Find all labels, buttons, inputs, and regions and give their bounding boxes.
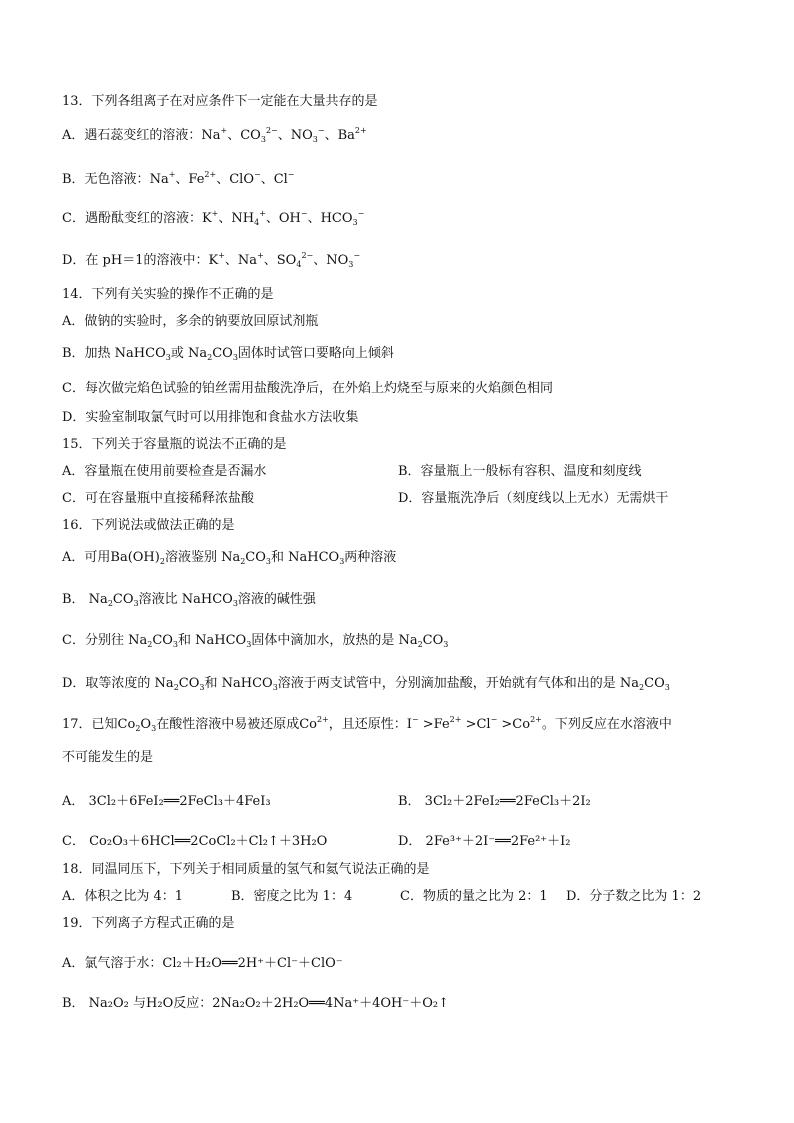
- question-14-option-c: C．每次做完焰色试验的铂丝需用盐酸洗净后，在外焰上灼烧至与原来的火焰颜色相同: [62, 381, 553, 396]
- question-16-option-b: B． $Na_2CO_3$溶液比 NaHCO$_3$溶液的碱性强: [62, 592, 316, 608]
- question-13-option-a: A．遇石蕊变红的溶液：Na+、$CO_3^{2-}$、$NO_3^-$、$Ba^{2+}$: [62, 126, 367, 144]
- question-18-option-d: D．分子数之比为 1：2: [566, 889, 702, 904]
- question-17-stem: 17．已知$Co_2O_3$在酸性溶液中易被还原成$Co^{2+}$，且还原性：$I^- >Fe^{2+} >Cl^- >Co^{2+}$。下列反应在水溶液中: [62, 715, 672, 733]
- question-17-option-c: C． Co₂O₃＋6HCl══2CoCl₂＋Cl₂↑＋3H₂O: [62, 834, 328, 849]
- question-16-option-d: D．取等浓度的 $Na_2CO_3$和 NaHCO$_3$溶液于两支试管中，分别滴加盐酸，开始就有气体和出的是 $Na_2CO_3$: [62, 676, 670, 692]
- question-14-stem: 14．下列有关实验的操作不正确的是: [62, 287, 274, 302]
- question-13-option-d: D．在 pH＝1的溶液中：K+、Na+、$SO_4^{2-}$、$NO_3^-$: [62, 251, 361, 269]
- question-14-option-d: D．实验室制取氯气时可以用排饱和食盐水方法收集: [62, 410, 359, 425]
- question-18-option-a: A．体积之比为 4：1: [62, 889, 184, 904]
- question-17-option-d: D． 2Fe³⁺＋2I⁻══2Fe²⁺＋I₂: [398, 834, 571, 849]
- question-14-option-a: A．做钠的实验时，多余的钠要放回原试剂瓶: [62, 314, 319, 329]
- question-17-option-a: A． 3Cl₂＋6FeI₂══2FeCl₃＋4FeI₃: [62, 794, 271, 809]
- question-18-option-c: C．物质的量之比为 2：1: [400, 889, 548, 904]
- question-16-stem: 16．下列说法或做法正确的是: [62, 518, 235, 533]
- question-18-option-b: B．密度之比为 1：4: [231, 889, 353, 904]
- question-16-option-a: A．可用$Ba(OH)_2$溶液鉴别 $Na_2CO_3$和 NaHCO$_3$两种溶液: [62, 550, 397, 566]
- question-17-option-b: B． 3Cl₂＋2FeI₂══2FeCl₃＋2I₂: [398, 794, 591, 809]
- question-16-option-c: C．分别往 $Na_2CO_3$和 NaHCO$_3$固体中滴加水，放热的是 $Na_2CO_3$: [62, 633, 449, 649]
- question-19-option-a: A．氯气溶于水：Cl₂＋H₂O══2H⁺＋Cl⁻＋ClO⁻: [62, 956, 343, 971]
- question-13-stem: 13．下列各组离子在对应条件下一定能在大量共存的是: [62, 94, 378, 109]
- question-15-option-b: B．容量瓶上一般标有容积、温度和刻度线: [398, 464, 642, 479]
- question-17-stem-line2: 不可能发生的是: [62, 750, 154, 765]
- question-14-option-b: B．加热 NaHCO$_3$或 $Na_2CO_3$固体时试管口要略向上倾斜: [62, 346, 394, 362]
- question-18-stem: 18．同温同压下，下列关于相同质量的氢气和氦气说法正确的是: [62, 862, 430, 877]
- question-19-stem: 19．下列离子方程式正确的是: [62, 916, 235, 931]
- question-15-option-a: A．容量瓶在使用前要检查是否漏水: [62, 464, 267, 479]
- question-19-option-b: B． Na₂O₂ 与H₂O反应：2Na₂O₂＋2H₂O══4Na⁺＋4OH⁻＋O₂↑: [62, 996, 449, 1011]
- question-13-option-c: C．遇酚酞变红的溶液：K+、$NH_4^+$、OH−、$HCO_3^-$: [62, 209, 365, 227]
- question-13-option-b: B．无色溶液：Na+、$Fe^{2+}$、ClO−、Cl−: [62, 170, 295, 187]
- question-15-option-d: D．容量瓶洗净后（刻度线以上无水）无需烘干: [398, 491, 669, 506]
- question-15-stem: 15．下列关于容量瓶的说法不正确的是: [62, 437, 287, 452]
- question-15-option-c: C．可在容量瓶中直接稀释浓盐酸: [62, 491, 254, 506]
